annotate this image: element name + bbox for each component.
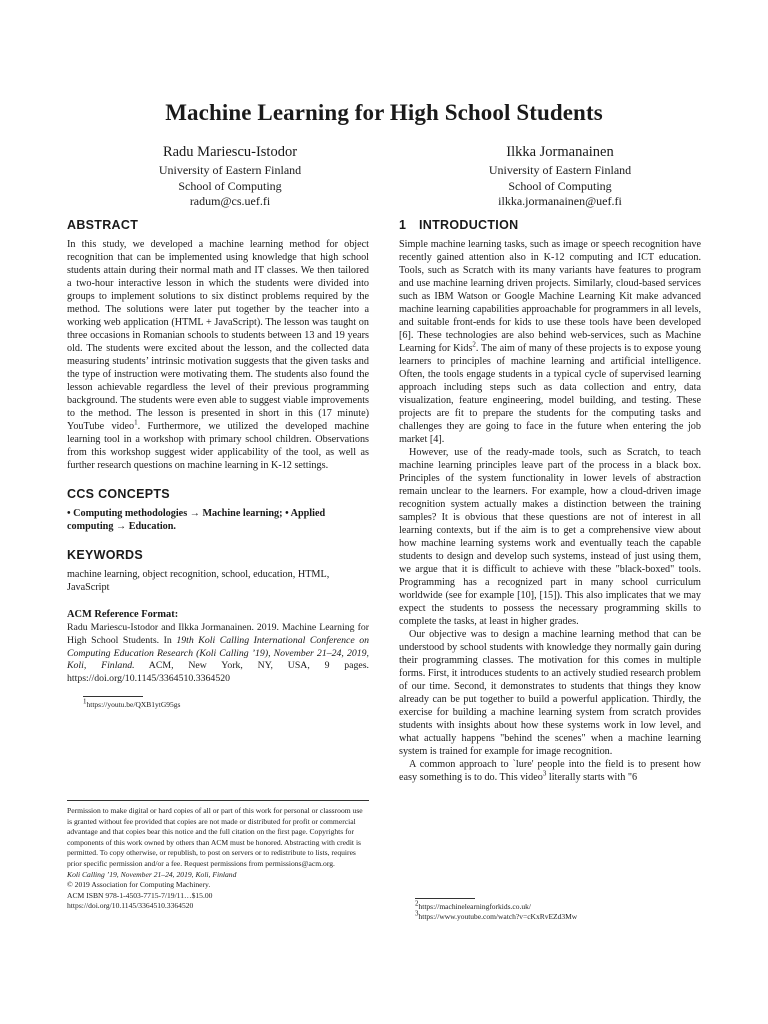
abstract-section: [67, 218, 369, 472]
permission-isbn: ACM ISBN 978-1-4503-7715-7/19/11…$15.00: [67, 890, 213, 900]
author-block-1: [70, 144, 390, 210]
permission-divider: [67, 800, 369, 801]
intro-heading: 1 INTRODUCTION: [399, 218, 519, 232]
footnote-ref: 2: [472, 340, 476, 349]
footnote-2: $^2$https://machinelearningforkids.co.uk/: [415, 899, 531, 911]
permission-doi: https://doi.org/10.1145/3364510.3364520: [67, 901, 194, 911]
keywords-text: machine learning, object recognition, school, education, HTML, JavaScript: [67, 569, 330, 593]
intro-paragraph-3: Our objective was to design a machine learning method that can be understood by school students with knowledge they normally gain during their programming classes. The motivation for this comes in multiple forms. First, it introduces students to an actively studied research problem of our time. Second, it demonstrates to students that things they know already can be put together to build a powerful application. Thirdly, the exercise for building a machine learning system from scratch provides students with insights about how these systems work in low level, and what actually happens "behind the scenes" when a machine learning system is trained for example for image recognition.: [399, 629, 701, 757]
author-department: School of Computing: [178, 178, 282, 193]
intro-paragraph-4: A common approach to `lure' people into the field is to present how easy something is to do. This video$^3$ literally starts with "6: [399, 759, 701, 783]
intro-paragraph-2: However, use of the ready-made tools, such as Scratch, to teach machine learning principles leave part of the process in a black box. Principles of the system functionality in lower levels of abstraction remain unclear to the learners. For example, how a cloud-driven image recognition system actually makes a distinction between the training samples? It is obvious that these questions are not of interest in all learning contexts, but if the aim is to get a comprehensive view about how machine learning systems work and eventually teach the capable students to design and develop such systems, instead of just using them, we argue that it is difficult to achieve with these "black-boxed" tools. Programming has a recognized part in many school curriculum worldwide (see for example [10], [15]). This also implicates that we may expect the students to possess the necessary programming skills to complete the tasks, at least in higher grades.: [399, 447, 701, 627]
left-column: [67, 218, 369, 710]
permission-text: Permission to make digital or hard copies of all or part of this work for personal or classroom use is granted without fee provided that copies are not made or distributed for profit or commercial advantage and that copies bear this notice and the full citation on the first page. Copyrights for components of this work owned by others than ACM must be honored. Abstracting with credit is permitted. To copy otherwise, or republish, to post on servers or to redistribute to lists, requires prior specific permission and/or a fee. Request permissions from permissions@acm.org.: [67, 806, 363, 868]
footnote-ref: 1: [134, 418, 138, 427]
abstract-text: In this study, we developed a machine learning method for object recognition that can be implemented using knowledge that high school students attain during their normal math and IT classes. We then tailored a two-hour interactive lesson in which the students were divided into groups to implement solutions to six distinct problems required by the method. The solutions were later put together by the teacher into a working web application (HTML + JavaScript). The lesson was taught on three occasions in Romanian schools to students between 13 and 19 years old. The students were excited about the lesson, and the collected data measuring students’ intrinsic motivation suggests that the given tasks and the type of instruction were motivating them. The students also found the lesson achievable regardless the level of their previous programming background. The students were even able to suggest viable improvements to the method. The lesson is presented in short in this (17 minute) YouTube video$^1$. Furthermore, we utilized the developed machine learning tool in a workshop with primary school children. Observations from this workshop suggest wider applicability of the tool, as well as further research questions on machine learning in K-12 settings.: [67, 239, 370, 471]
keywords-section: [67, 548, 369, 594]
acm-reference: [67, 609, 369, 686]
footnote-3: $^3$https://www.youtube.com/watch?v=cKxRvEZd3Mw: [415, 909, 578, 921]
ccs-heading: CCS CONCEPTS: [67, 487, 170, 501]
footnote-1: $^1$https://youtu.be/QXB1ytG95gs: [83, 697, 181, 709]
author-name: Ilkka Jormanainen: [506, 144, 614, 160]
author-department: School of Computing: [508, 178, 612, 193]
author-affiliation: University of Eastern Finland: [488, 163, 632, 177]
footnote-divider: [83, 696, 143, 697]
author-block-2: [400, 144, 720, 210]
permission-venue: Koli Calling ’19, November 21–24, 2019, Koli, Finland: [67, 869, 237, 879]
intro-paragraph-1: Simple machine learning tasks, such as image or speech recognition have recently gained attention also in K-12 computing and ICT education. Tools, such as Scratch with its many variants have features to program and use machine learning driven projects. Similarly, cloud-based services such as IBM Watson or Google Machine Learning Kit make advanced machine learning capabilities approachable for programmers in all levels, and suitable front-ends for kids to use these tools have been developed [6]. These technologies are also behind web-services, such as Machine Learning for Kids$^2$. The aim of many of these projects is to expose young learners to principles of machine learning and artificial intelligence. Often, the tools engage students in a typical cycle of supervised learning approach including steps such as data collection and entry, data visualization, feature engineering, model building, and testing. These projects are fit to prepare the students for the computing tasks and challenges they are going to face in the future when entering the job market [4].: [399, 239, 701, 445]
acm-reference-heading: ACM Reference Format:: [67, 609, 179, 620]
permission-copyright: © 2019 Association for Computing Machinery.: [67, 880, 211, 890]
acm-reference-text: Radu Mariescu-Istodor and Ilkka Jormanainen. 2019. Machine Learning for High School Students. In 19th Koli Calling International Conference on Computing Education Research (Koli Calling ’19), November 21–24, 2019, Koli, Finland. ACM, New York, NY, USA, 9 pages. https://doi.org/10.1145/3364510.3364520: [67, 622, 369, 685]
paper-title: Machine Learning for High School Students: [165, 100, 603, 125]
permission-block: [67, 800, 369, 912]
keywords-heading: KEYWORDS: [67, 548, 144, 562]
abstract-heading: ABSTRACT: [67, 218, 139, 232]
author-affiliation: University of Eastern Finland: [158, 163, 302, 177]
ccs-text: • Computing methodologies → Machine learning; • Applied computing → Education.: [67, 508, 326, 532]
footnote-ref: 3: [542, 769, 547, 778]
right-column: [399, 218, 701, 784]
ccs-section: [67, 487, 369, 533]
right-footnotes: [399, 892, 701, 922]
author-email: radum@cs.uef.fi: [189, 194, 271, 208]
footnote-divider: [415, 898, 475, 899]
author-name: Radu Mariescu-Istodor: [162, 144, 298, 160]
author-email: ilkka.jormanainen@uef.fi: [498, 194, 622, 208]
